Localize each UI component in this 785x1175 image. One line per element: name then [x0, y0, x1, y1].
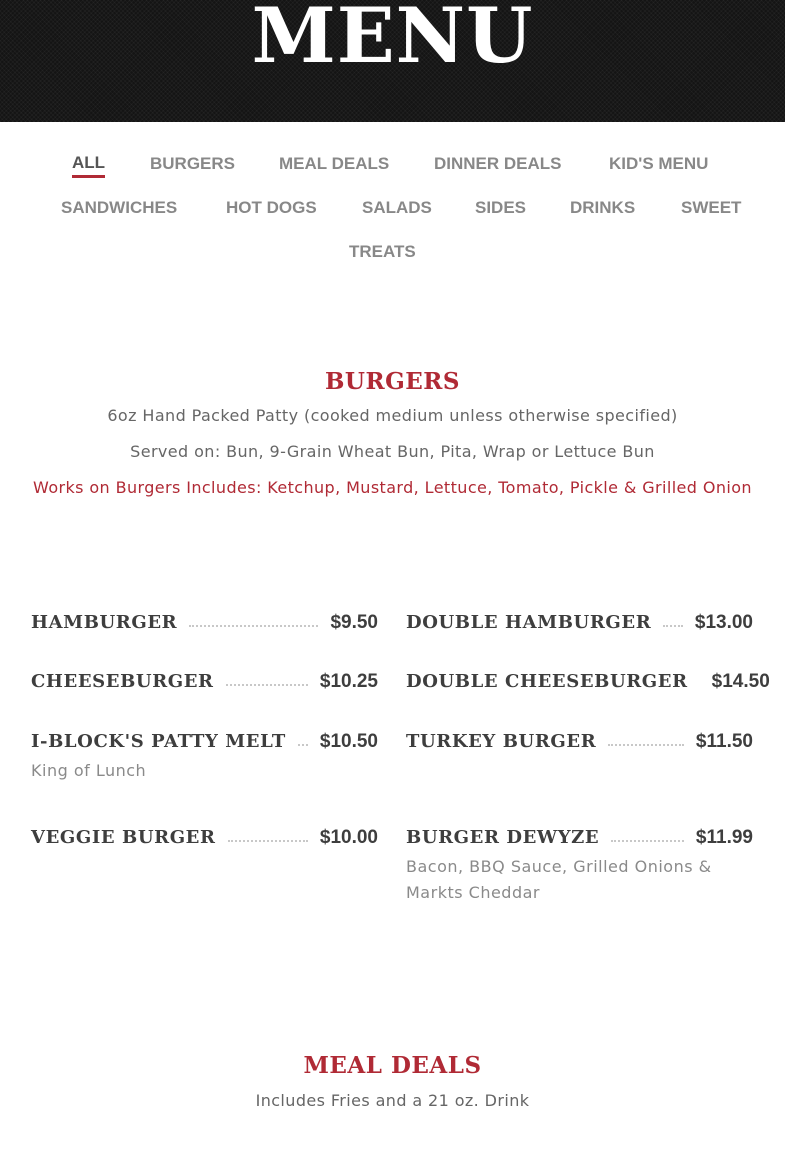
tab-sandwiches[interactable]: SANDWICHES	[61, 198, 178, 217]
tab-salads[interactable]: SALADS	[362, 198, 432, 217]
item-price: $14.50	[711, 671, 770, 692]
menu-item[interactable]	[31, 724, 378, 784]
menu-item[interactable]	[31, 664, 378, 694]
item-name: I-BLOCK'S PATTY MELT	[31, 731, 286, 752]
tab-sides[interactable]: SIDES	[475, 198, 527, 217]
hero-banner	[0, 0, 785, 122]
meal-deals-note: Includes Fries and a 21 oz. Drink	[255, 1091, 530, 1110]
dot-leader	[228, 840, 308, 842]
item-name: HAMBURGER	[31, 612, 178, 633]
burgers-note-patty: 6oz Hand Packed Patty (cooked medium unless otherwise specified)	[107, 406, 678, 425]
menu-item[interactable]	[406, 605, 753, 635]
tab-meal-deals[interactable]: MEAL DEALS	[279, 154, 390, 173]
tab-sweet-treats-continued[interactable]: TREATS	[349, 242, 416, 261]
tab-drinks[interactable]: DRINKS	[570, 198, 636, 217]
section-title-burgers: BURGERS	[324, 368, 460, 395]
item-price: $11.50	[695, 731, 753, 752]
menu-item[interactable]	[406, 664, 770, 694]
tab-dinner-deals[interactable]: DINNER DEALS	[434, 154, 562, 173]
menu-item[interactable]	[31, 605, 378, 635]
nav-row-2	[0, 194, 785, 224]
tab-sweet-treats[interactable]: SWEET	[681, 198, 742, 217]
item-description: King of Lunch	[31, 761, 147, 780]
dot-leader	[189, 625, 318, 627]
item-description: Bacon, BBQ Sauce, Grilled Onions & Markts Cheddar	[406, 857, 712, 902]
menu-item[interactable]	[31, 820, 378, 850]
item-price: $10.00	[319, 827, 378, 848]
burgers-note-buns: Served on: Bun, 9-Grain Wheat Bun, Pita, Wrap or Lettuce Bun	[130, 442, 655, 461]
menu-item[interactable]	[406, 820, 753, 906]
menu-item[interactable]	[406, 724, 753, 754]
nav-row-1	[0, 150, 785, 180]
item-price: $10.50	[319, 731, 378, 752]
dot-leader	[663, 625, 683, 627]
tab-kids-menu[interactable]: KID'S MENU	[609, 154, 709, 173]
item-price: $10.25	[319, 671, 378, 692]
item-price: $13.00	[694, 612, 753, 633]
section-title-meal-deals: MEAL DEALS	[303, 1052, 482, 1079]
burgers-note-works: Works on Burgers Includes: Ketchup, Mustard, Lettuce, Tomato, Pickle & Grilled Onion	[33, 478, 752, 497]
page-title: MENU	[251, 0, 534, 80]
item-name: DOUBLE HAMBURGER	[406, 612, 652, 633]
item-name: DOUBLE CHEESEBURGER	[406, 671, 688, 692]
nav-row-3	[0, 238, 785, 268]
dot-leader	[298, 744, 308, 746]
item-name: CHEESEBURGER	[31, 671, 214, 692]
item-name: BURGER DEWYZE	[406, 827, 600, 848]
item-price: $9.50	[330, 612, 378, 633]
dot-leader	[608, 744, 684, 746]
tab-hot-dogs[interactable]: HOT DOGS	[226, 198, 317, 217]
item-price: $11.99	[695, 827, 753, 848]
tab-burgers[interactable]: BURGERS	[150, 154, 236, 173]
dot-leader	[611, 840, 684, 842]
item-name: TURKEY BURGER	[406, 731, 597, 752]
tab-all[interactable]: ALL	[72, 150, 105, 178]
item-name: VEGGIE BURGER	[31, 827, 216, 848]
dot-leader	[226, 684, 308, 686]
